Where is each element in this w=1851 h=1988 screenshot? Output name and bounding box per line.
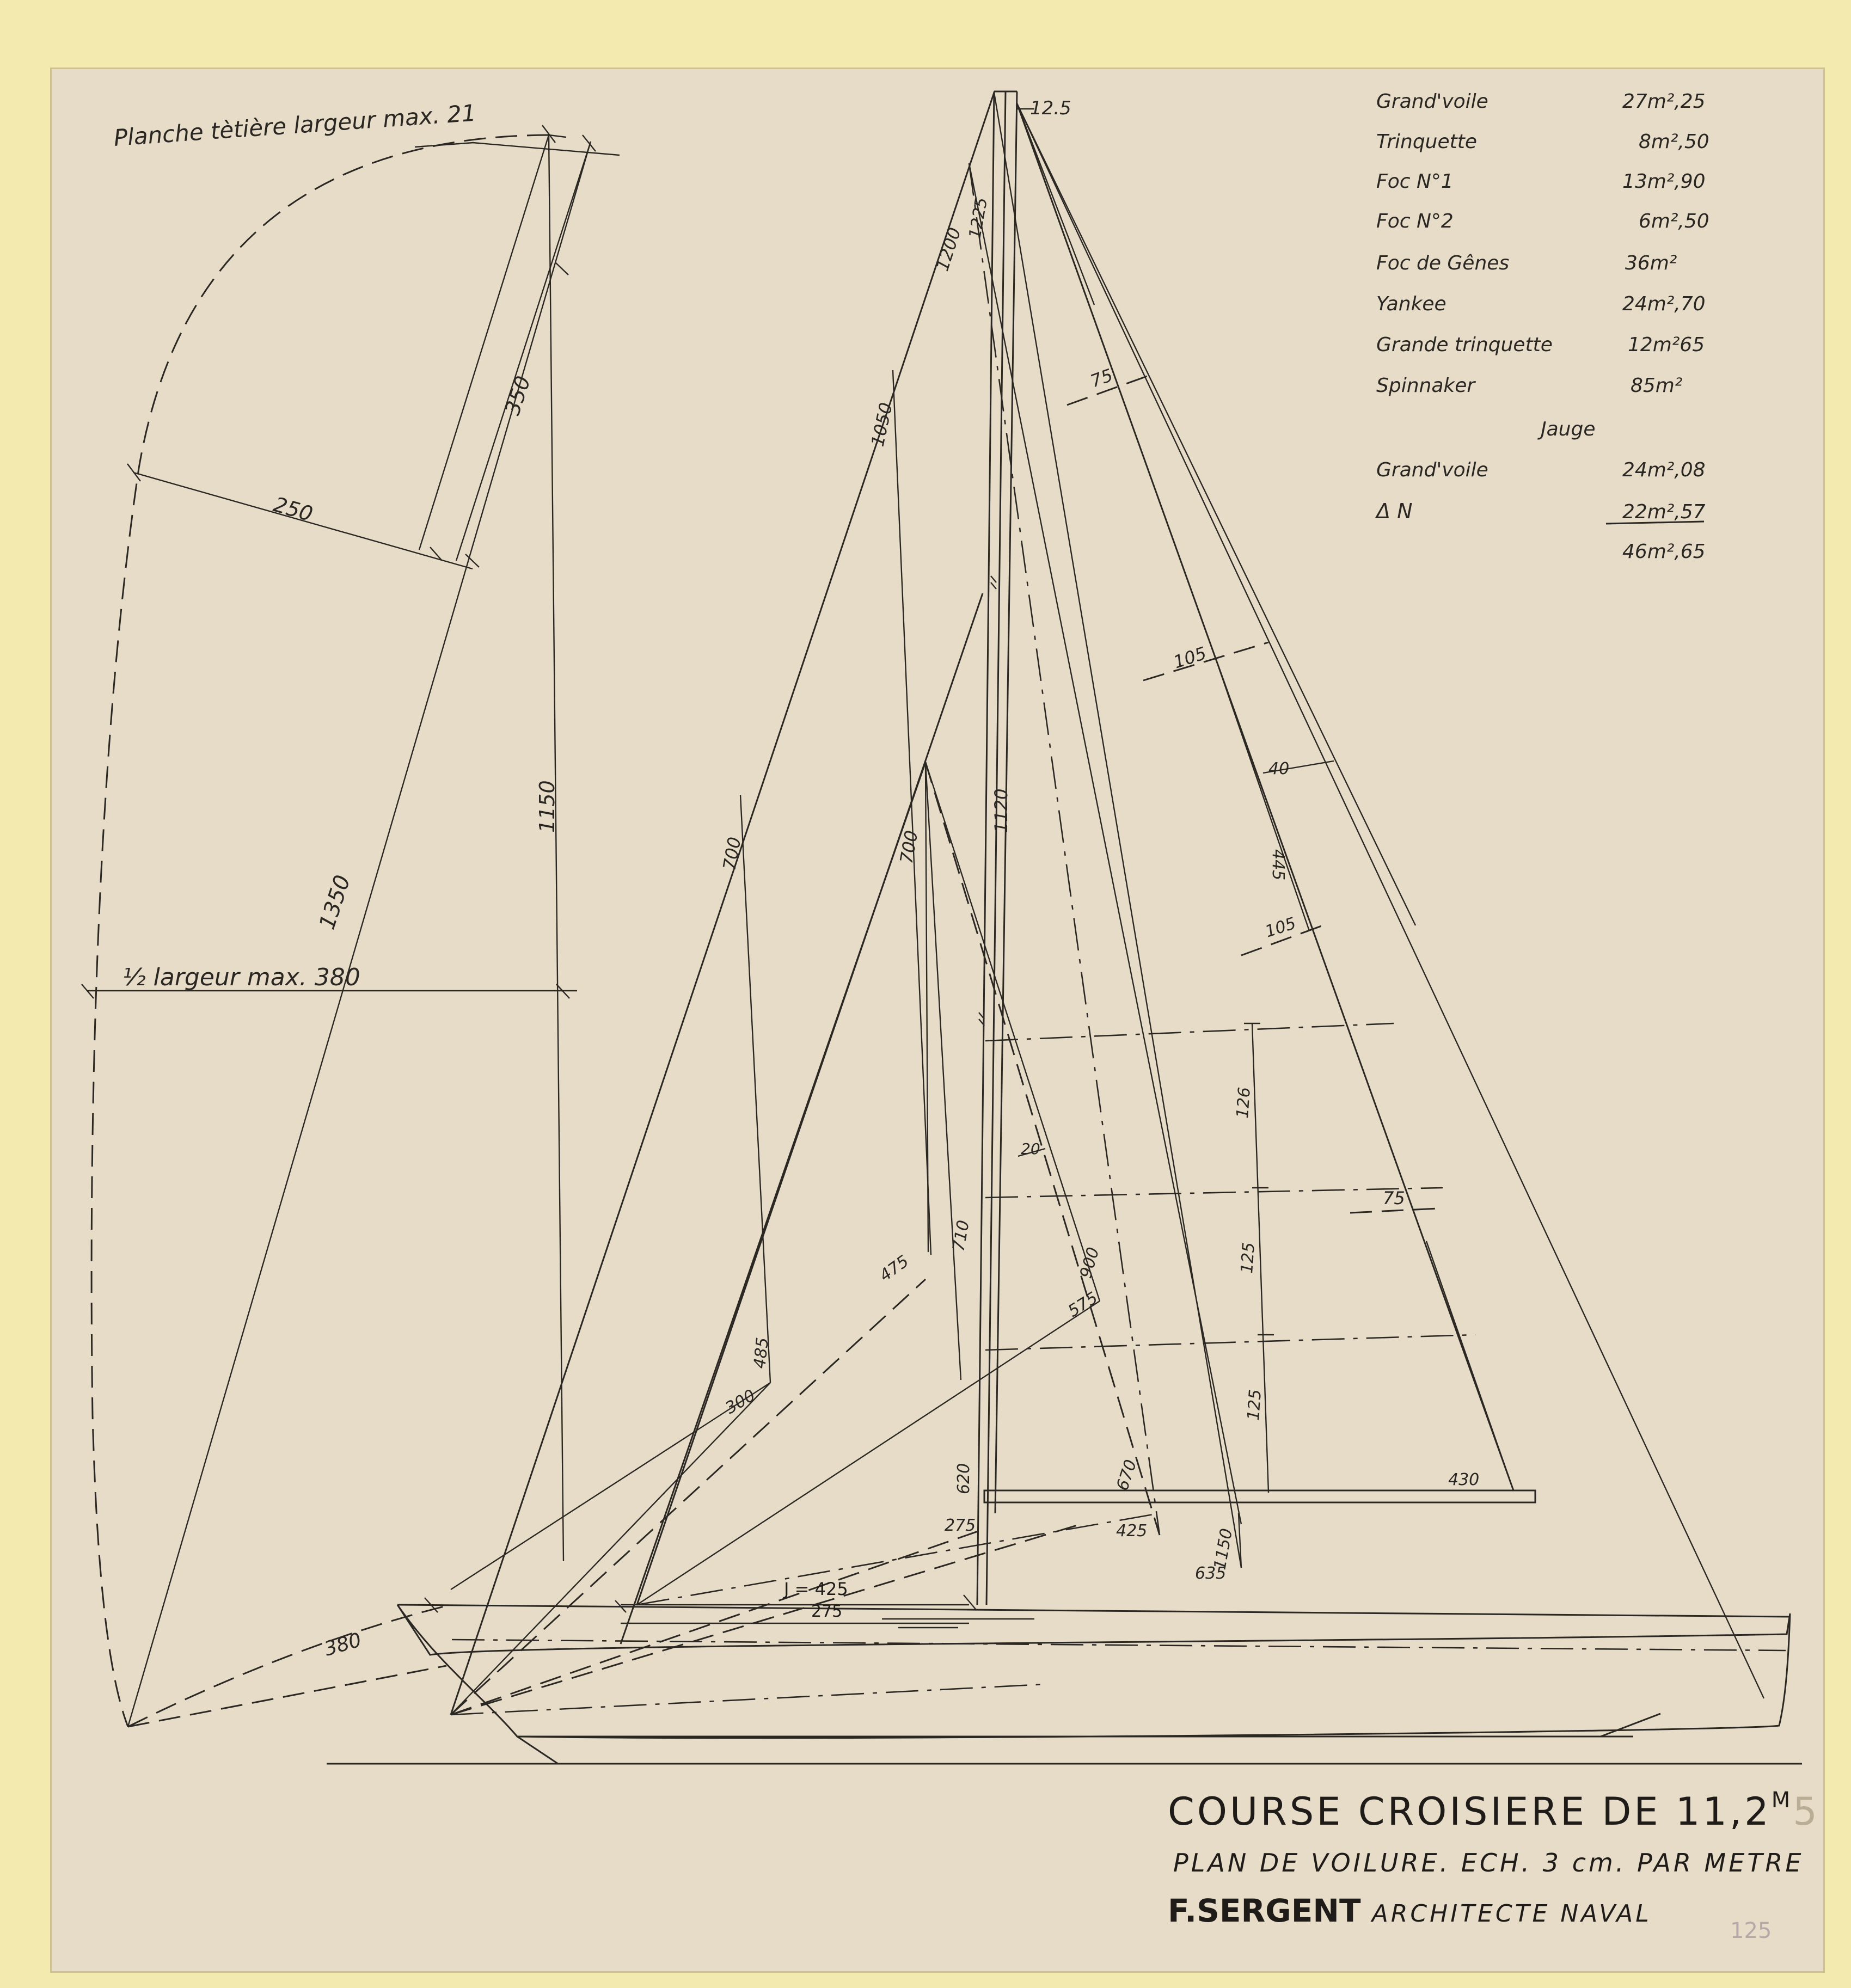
dim-700-right: 700 [896, 829, 922, 866]
dim-75-lower: 75 [1383, 1188, 1405, 1208]
title-line-1: COURSE CROISIERE DE $11,2^M5$ [1168, 1788, 1820, 1834]
dim-1050: 1050 [867, 401, 897, 449]
boom [984, 1490, 1535, 1502]
dim-425: 425 [1116, 1521, 1148, 1541]
mast [977, 91, 1034, 1605]
dim-700-left: 700 [719, 835, 745, 872]
jauge-row-1-value: 22m²,57 [1622, 501, 1706, 523]
title-block [1168, 1788, 1820, 1929]
title-line-2: PLAN DE VOILURE. ECH. 3 cm. PAR METRE [1173, 1848, 1804, 1877]
row-3-value: 6m²,50 [1639, 210, 1709, 232]
planche-label: Planche tètière largeur max. 21 [113, 99, 477, 151]
sum-rule [1606, 521, 1704, 524]
jauge-row-0-value: 24m²,08 [1622, 459, 1706, 481]
dim-635: 635 [1195, 1564, 1227, 1583]
dim-1120: 1120 [991, 788, 1012, 833]
dim-445: 445 [1268, 849, 1288, 881]
dim-475: 475 [876, 1251, 913, 1286]
row-2-value: 13m²,90 [1622, 170, 1706, 193]
row-1-value: 8m²,50 [1639, 131, 1709, 153]
dim-1150-genoa: 1150 [1210, 1527, 1237, 1572]
dim-380: 380 [322, 1629, 364, 1661]
dim-485: 485 [750, 1336, 773, 1370]
row-5-label: Yankee [1376, 293, 1447, 315]
dim-105-bottom: 105 [1262, 913, 1298, 942]
demi-largeur-label: ½ largeur max. 380 [122, 964, 360, 991]
row-3-label: Foc N°2 [1376, 210, 1454, 232]
area-table [1375, 90, 1709, 563]
headsails [451, 93, 1764, 1715]
jauge-row-1-label: Δ N [1376, 499, 1413, 523]
jauge-row-0-label: Grand'voile [1376, 459, 1488, 481]
dim-350: 350 [500, 373, 535, 418]
row-6-label: Grande trinquette [1376, 334, 1553, 356]
row-7-label: Spinnaker [1376, 375, 1475, 397]
dim-900: 900 [1076, 1245, 1104, 1281]
dim-125-b: 125 [1244, 1388, 1265, 1421]
row-0-label: Grand'voile [1376, 90, 1488, 113]
dim-1150-spin: 1150 [535, 780, 559, 833]
dimension-labels [425, 196, 1479, 1623]
row-5-value: 24m²,70 [1622, 293, 1706, 315]
table-total: 46m²,65 [1622, 541, 1706, 563]
row-4-label: Foc de Gênes [1376, 252, 1510, 274]
dim-20: 20 [1021, 1140, 1040, 1158]
dim-275-upper: 275 [945, 1516, 976, 1535]
archive-stamp: 125 [1730, 1918, 1772, 1943]
hull [327, 1605, 1802, 1764]
row-1-label: Trinquette [1376, 131, 1478, 153]
row-2-label: Foc N°1 [1376, 170, 1454, 193]
title-line-3: F.SERGENT ARCHITECTE NAVAL [1168, 1892, 1652, 1929]
dim-300: 300 [722, 1385, 759, 1418]
dim-430: 430 [1448, 1470, 1480, 1489]
dim-710: 710 [949, 1218, 973, 1253]
dim-75-top: 75 [1087, 364, 1115, 392]
dim-40: 40 [1268, 759, 1290, 778]
dim-1200: 1200 [931, 225, 965, 274]
dim-670: 670 [1113, 1457, 1141, 1493]
row-0-value: 27m²,25 [1622, 90, 1706, 113]
dim-250: 250 [271, 492, 316, 526]
dim-126: 126 [1233, 1086, 1254, 1119]
row-7-value: 85m² [1631, 375, 1683, 397]
dimension-ticks [82, 125, 596, 998]
dim-1350: 1350 [314, 872, 356, 933]
dim-j425: J = 425 [784, 1579, 848, 1599]
mast-top-dim: 12.5 [1030, 97, 1071, 119]
dim-125-a: 125 [1237, 1241, 1259, 1274]
dim-275-lower: 275 [811, 1602, 843, 1621]
jauge-heading: Jauge [1541, 418, 1596, 440]
dim-105-top: 105 [1170, 642, 1209, 673]
row-6-value: 12m²65 [1628, 334, 1705, 356]
row-4-value: 36m² [1625, 252, 1677, 274]
spinnaker-outline [87, 135, 620, 1727]
dim-620: 620 [954, 1463, 973, 1494]
dim-575: 575 [1064, 1288, 1101, 1321]
dim-1225: 1225 [965, 196, 992, 241]
